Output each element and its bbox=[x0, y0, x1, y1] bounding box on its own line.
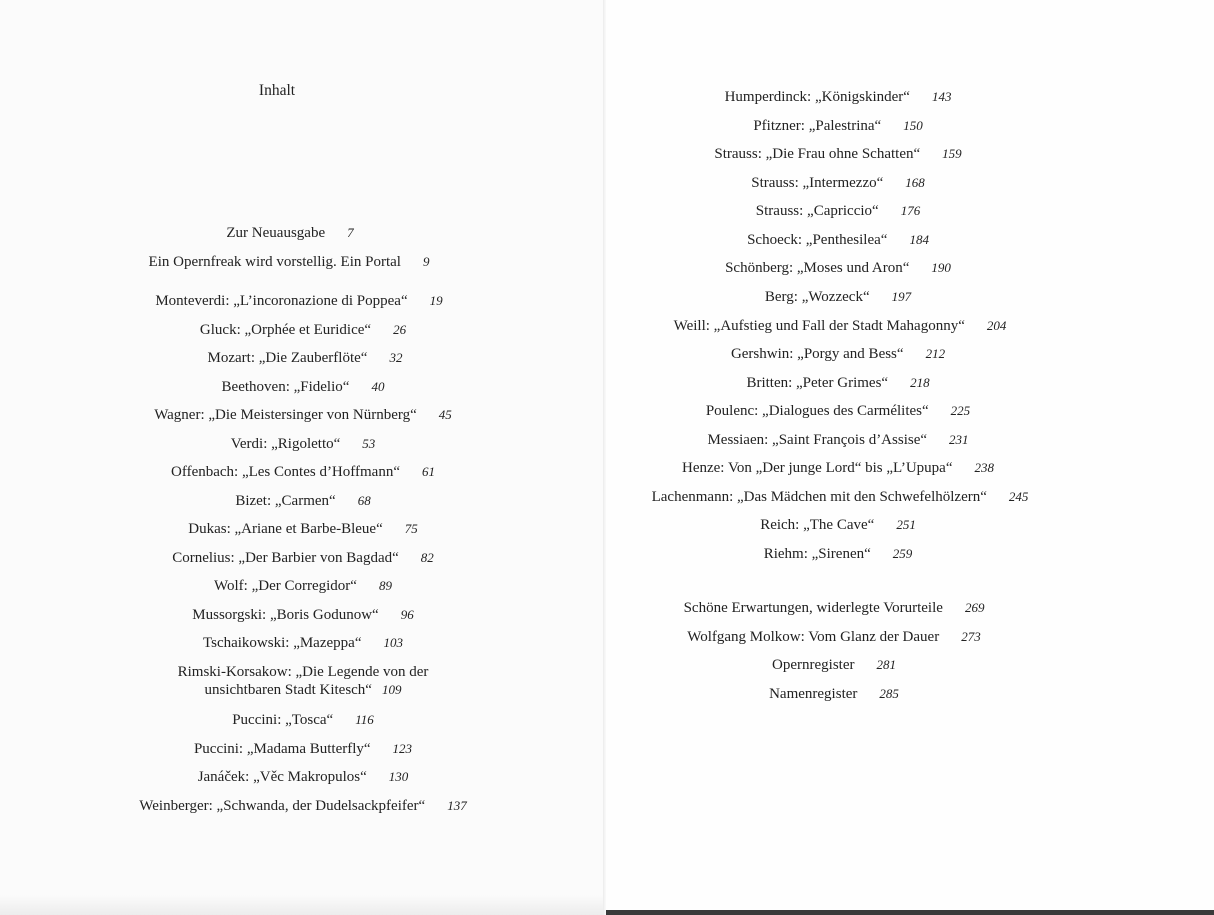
toc-entry-title: Puccini: „Tosca“ bbox=[232, 712, 334, 728]
toc-page-number: 45 bbox=[438, 407, 452, 422]
toc-page-number: 273 bbox=[961, 629, 981, 644]
toc-page-number: 259 bbox=[892, 546, 913, 561]
toc-entry-title: Bizet: „Carmen“ bbox=[235, 493, 336, 509]
toc-entry-title: Britten: „Peter Grimes“ bbox=[746, 375, 889, 391]
toc-entry bbox=[606, 599, 1138, 617]
toc-page-number: 184 bbox=[909, 232, 929, 247]
toc-entry bbox=[606, 345, 1142, 363]
toc-entry-title: Schoeck: „Penthesilea“ bbox=[747, 232, 888, 248]
toc-entry bbox=[0, 224, 593, 242]
toc-entry-title: Verdi: „Rigoletto“ bbox=[230, 436, 341, 452]
page-edge bbox=[606, 910, 1214, 915]
toc-page-number: 245 bbox=[1008, 489, 1029, 504]
toc-entry-title: Berg: „Wozzeck“ bbox=[764, 289, 870, 305]
page-shadow bbox=[0, 895, 606, 915]
toc-page-number: 96 bbox=[400, 607, 414, 622]
toc-entry bbox=[0, 606, 606, 624]
toc-entry-title: Gluck: „Orphée et Euridice“ bbox=[199, 322, 372, 338]
toc-entry-title: Tschaikowski: „Mazeppa“ bbox=[203, 635, 362, 651]
toc-page-number: 251 bbox=[896, 517, 916, 532]
toc-page-number: 269 bbox=[964, 600, 985, 615]
toc-entry-title: Weill: „Aufstieg und Fall der Stadt Mahagonny“ bbox=[673, 318, 965, 334]
toc-entry-title: Cornelius: „Der Barbier von Bagdad“ bbox=[172, 550, 399, 566]
toc-entry-title: Poulenc: „Dialogues des Carmélites“ bbox=[705, 403, 929, 419]
toc-entry bbox=[606, 628, 1138, 646]
toc-entry-title: Janáček: „Věc Makropulos“ bbox=[197, 769, 367, 785]
toc-entry bbox=[0, 634, 606, 652]
toc-entry bbox=[606, 231, 1142, 249]
toc-entry-title: Dukas: „Ariane et Barbe-Bleue“ bbox=[188, 521, 383, 537]
toc-entry bbox=[0, 378, 606, 396]
toc-entry-title: Strauss: „Capriccio“ bbox=[755, 203, 879, 219]
right-page bbox=[606, 0, 1214, 915]
toc-page-number: 143 bbox=[931, 89, 952, 104]
toc-page-number: 137 bbox=[447, 798, 467, 813]
toc-entry-title: Humperdinck: „Königskinder“ bbox=[724, 89, 910, 105]
toc-entry bbox=[606, 402, 1142, 420]
toc-page-number: 168 bbox=[905, 175, 925, 190]
toc-entry bbox=[606, 431, 1142, 449]
toc-page-number: 238 bbox=[974, 460, 994, 475]
toc-page-number: 231 bbox=[949, 432, 969, 447]
toc-entry-title: Wolf: „Der Corregidor“ bbox=[214, 578, 357, 594]
toc-entry-title: Puccini: „Madama Butterfly“ bbox=[193, 741, 371, 757]
toc-page-number: 82 bbox=[420, 550, 434, 565]
toc-entry-title: Ein Opernfreak wird vorstellig. Ein Portal bbox=[148, 254, 401, 270]
toc-page-number: 116 bbox=[355, 712, 374, 727]
toc-entry bbox=[606, 117, 1142, 135]
toc-entry bbox=[606, 459, 1142, 477]
toc-entry bbox=[606, 288, 1142, 306]
toc-entry bbox=[0, 406, 606, 424]
toc-entry bbox=[606, 516, 1142, 534]
toc-page-number: 109 bbox=[381, 682, 402, 697]
toc-page-number: 212 bbox=[925, 346, 946, 361]
toc-entry-title: Schöne Erwartungen, widerlegte Vorurteile bbox=[683, 600, 943, 616]
toc-page-number: 103 bbox=[383, 635, 403, 650]
left-page bbox=[0, 0, 606, 915]
toc-entry bbox=[0, 463, 606, 481]
toc-entry bbox=[0, 577, 606, 595]
toc-page-number: 130 bbox=[388, 769, 409, 784]
toc-entry-title: Rimski-Korsakow: „Die Legende von der bbox=[177, 664, 429, 680]
toc-page-number: 7 bbox=[347, 225, 354, 240]
toc-page-number: 19 bbox=[429, 293, 443, 308]
toc-entry-title: Reich: „The Cave“ bbox=[760, 517, 875, 533]
toc-entry bbox=[0, 740, 606, 758]
toc-page-number: 32 bbox=[389, 350, 403, 365]
toc-entry-title: Henze: Von „Der junge Lord“ bis „L’Upupa“ bbox=[682, 460, 953, 476]
toc-entry bbox=[0, 520, 606, 538]
toc-page-number: 197 bbox=[891, 289, 912, 304]
toc-entry bbox=[606, 202, 1142, 220]
toc-entry-title: Wolfgang Molkow: Vom Glanz der Dauer bbox=[687, 629, 940, 645]
toc-entry-title: Messiaen: „Saint François d’Assise“ bbox=[707, 432, 928, 448]
toc-page-number: 150 bbox=[903, 118, 923, 133]
toc-entry-title: Strauss: „Die Frau ohne Schatten“ bbox=[714, 146, 921, 162]
toc-page-number: 9 bbox=[422, 254, 430, 269]
toc-page-number: 53 bbox=[362, 436, 376, 451]
toc-entry bbox=[606, 545, 1142, 563]
toc-page-number: 75 bbox=[404, 521, 418, 536]
toc-entry bbox=[606, 174, 1142, 192]
toc-entry-title: Offenbach: „Les Contes d’Hoffmann“ bbox=[171, 464, 400, 480]
toc-entry-title: Riehm: „Sirenen“ bbox=[763, 546, 871, 562]
toc-entry bbox=[606, 656, 1138, 674]
toc-entry bbox=[606, 259, 1142, 277]
toc-heading: Inhalt bbox=[258, 82, 296, 99]
toc-entry bbox=[0, 435, 606, 453]
toc-page-number: 190 bbox=[931, 260, 951, 275]
toc-entry-title: Lachenmann: „Das Mädchen mit den Schwefelhölzern“ bbox=[651, 489, 987, 505]
toc-page-number: 285 bbox=[879, 686, 899, 701]
toc-page-number: 218 bbox=[910, 375, 930, 390]
toc-entry bbox=[0, 253, 592, 271]
toc-entry bbox=[606, 685, 1138, 703]
toc-entry bbox=[0, 292, 602, 310]
toc-entry bbox=[606, 88, 1142, 106]
toc-entry-title: unsichtbaren Stadt Kitesch“ bbox=[204, 682, 372, 698]
toc-page-number: 159 bbox=[942, 146, 962, 161]
toc-entry bbox=[606, 488, 1144, 506]
toc-entry-title: Weinberger: „Schwanda, der Dudelsackpfeifer“ bbox=[139, 798, 426, 814]
toc-entry-title: Mussorgski: „Boris Godunow“ bbox=[192, 607, 379, 623]
toc-page-number: 61 bbox=[421, 464, 435, 479]
toc-entry-title: Wagner: „Die Meistersinger von Nürnberg“ bbox=[154, 407, 417, 423]
toc-entry-title: Namenregister bbox=[769, 686, 858, 702]
toc-entry bbox=[606, 145, 1142, 163]
toc-page-number: 89 bbox=[378, 578, 392, 593]
toc-page-number: 204 bbox=[986, 318, 1007, 333]
toc-page-number: 68 bbox=[357, 493, 371, 508]
toc-entry bbox=[0, 492, 606, 510]
toc-entry bbox=[0, 663, 606, 699]
toc-entry-title: Strauss: „Intermezzo“ bbox=[751, 175, 884, 191]
toc-page-number: 281 bbox=[876, 657, 896, 672]
toc-entry-title: Monteverdi: „L’incoronazione di Poppea“ bbox=[155, 293, 408, 309]
toc-entry bbox=[0, 768, 606, 786]
toc-entry-title: Pfitzner: „Palestrina“ bbox=[753, 118, 882, 134]
toc-entry bbox=[0, 321, 606, 339]
toc-entry-title: Opernregister bbox=[772, 657, 855, 673]
toc-entry bbox=[0, 549, 606, 567]
toc-entry-title: Beethoven: „Fidelio“ bbox=[221, 379, 350, 395]
toc-page-number: 40 bbox=[371, 379, 385, 394]
toc-entry bbox=[606, 317, 1144, 335]
toc-entry bbox=[0, 711, 606, 729]
toc-page-number: 123 bbox=[392, 741, 413, 756]
toc-page-number: 176 bbox=[900, 203, 921, 218]
toc-entry-title: Gershwin: „Porgy and Bess“ bbox=[730, 346, 904, 362]
toc-entry-title: Mozart: „Die Zauberflöte“ bbox=[207, 350, 368, 366]
toc-page-number: 225 bbox=[950, 403, 971, 418]
toc-entry bbox=[606, 374, 1142, 392]
toc-entry bbox=[0, 797, 606, 815]
toc-entry-title: Schönberg: „Moses und Aron“ bbox=[725, 260, 910, 276]
toc-page-number: 26 bbox=[393, 322, 407, 337]
toc-entry bbox=[2, 349, 606, 367]
toc-entry-title: Zur Neuausgabe bbox=[226, 225, 326, 241]
